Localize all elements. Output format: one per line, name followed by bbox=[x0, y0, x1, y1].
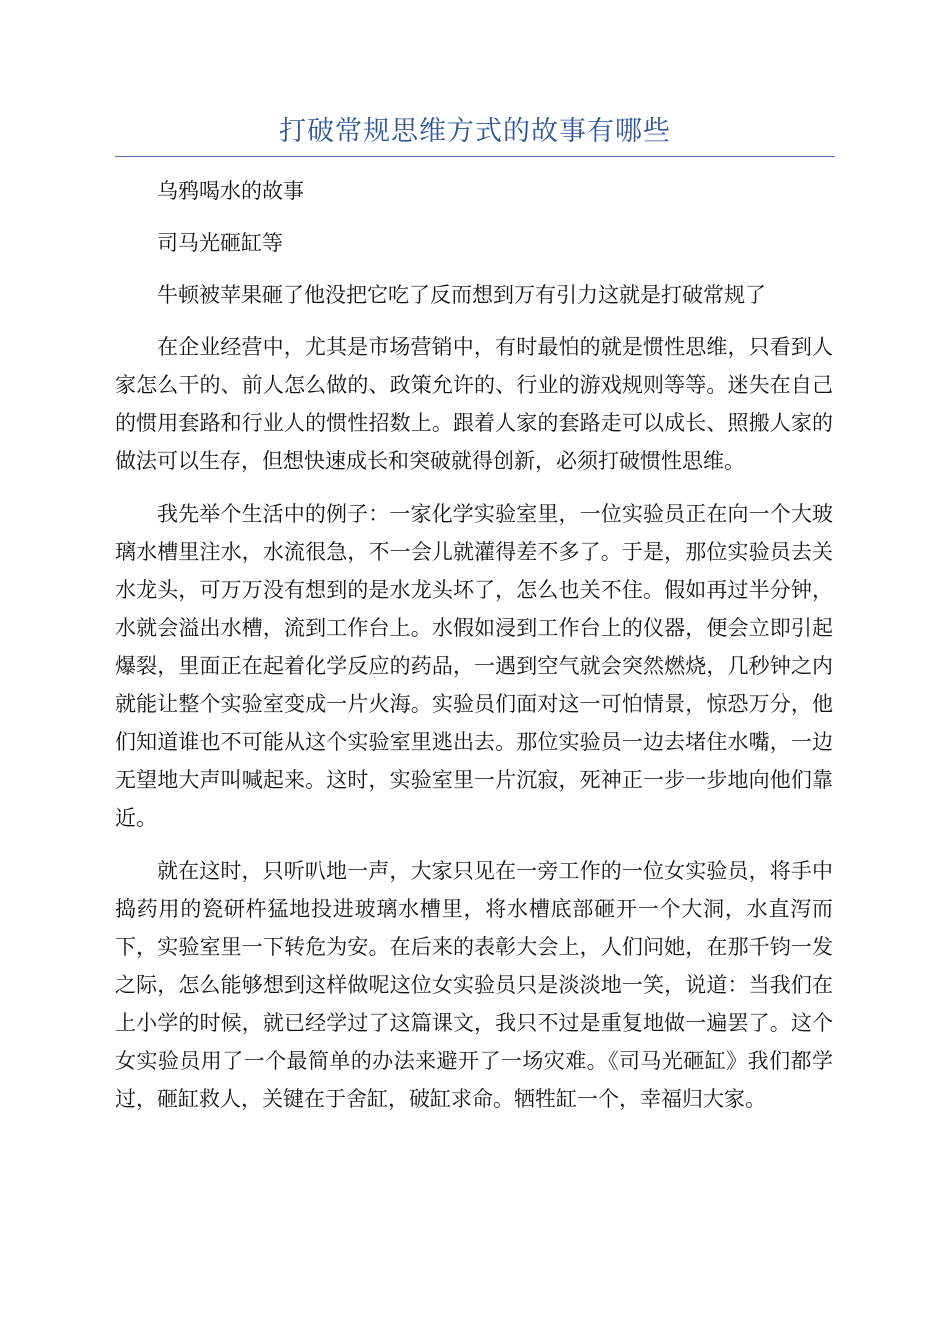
title-block bbox=[115, 112, 835, 157]
paragraph-2: 司马光砸缸等 bbox=[157, 231, 283, 255]
document-title: 打破常规思维方式的故事有哪些 bbox=[279, 116, 671, 147]
paragraph-4: 在企业经营中，尤其是市场营销中，有时最怕的就是惯性思维，只看到人家怎么干的、前人怎么做的、政策允许的、行业的游戏规则等等。迷失在自己的惯用套路和行业人的惯性招数上。跟着人家的套路走可以成长、照搬人家的做法可以生存，但想快速成长和突破就得创新，必须打破惯性思维。 bbox=[115, 335, 833, 473]
paragraph-6: 就在这时，只听叭地一声，大家只见在一旁工作的一位女实验员，将手中捣药用的瓷研杵猛地投进玻璃水槽里，将水槽底部砸开一个大洞，水直泻而下，实验室里一下转危为安。在后来的表彰大会上，人们问她，在那千钧一发之际，怎么能够想到这样做呢这位女实验员只是淡淡地一笑，说道：当我们在上小学的时候，就已经学过了这篇课文，我只不过是重复地做一遍罢了。这个女实验员用了一个最简单的办法来避开了一场灾难。《司马光砸缸》我们都学过，砸缸救人，关键在于舍缸，破缸求命。牺牲缸一个，幸福归大家。 bbox=[115, 859, 833, 1111]
paragraph-3: 牛顿被苹果砸了他没把它吃了反而想到万有引力这就是打破常规了 bbox=[157, 283, 766, 307]
paragraph-5: 我先举个生活中的例子：一家化学实验室里，一位实验员正在向一个大玻璃水槽里注水，水流很急，不一会儿就灌得差不多了。于是，那位实验员去关水龙头，可万万没有想到的是水龙头坏了，怎么也关不住。假如再过半分钟，水就会溢出水槽，流到工作台上。水假如浸到工作台上的仪器，便会立即引起爆裂，里面正在起着化学反应的药品，一遇到空气就会突然燃烧，几秒钟之内就能让整个实验室变成一片火海。实验员们面对这一可怕情景，惊恐万分，他们知道谁也不可能从这个实验室里逃出去。那位实验员一边去堵住水嘴，一边无望地大声叫喊起来。这时，实验室里一片沉寂，死神正一步一步地向他们靠近。 bbox=[115, 502, 833, 830]
document-body bbox=[115, 172, 833, 1133]
paragraph-1: 乌鸦喝水的故事 bbox=[157, 179, 304, 203]
